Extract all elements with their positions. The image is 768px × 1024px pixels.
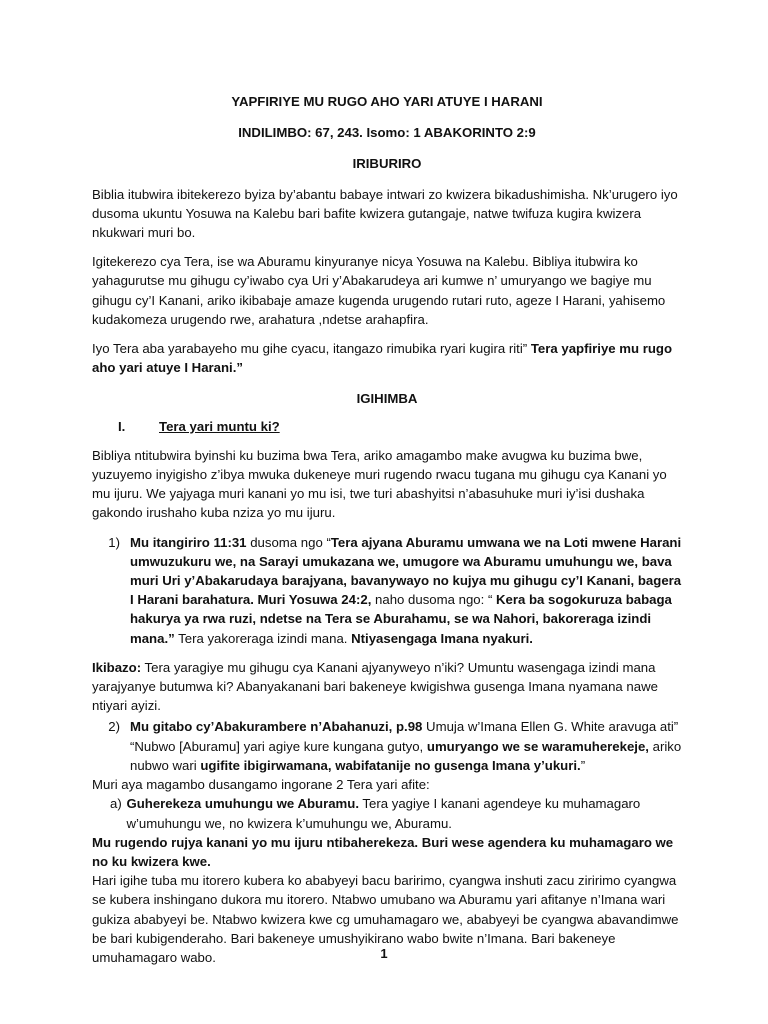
last-paragraph: Hari igihe tuba mu itorero kubera ko ababyeyi bacu baririmo, cyangwa inshuti zacu ziririmo cyangwa se kubera inshingano dukora mu itorero. Ntabwo umubano wa Aburamu yari afitanye n’Imana wari gukiza ababyeyi be. Ntabwo kwizera kwe cg umuhamagaro we, ababyeyi be cyangwa abavandimwe be bari kubigenderaho. Bari bakeneye umushyikirano wabo bwite n’Imana. Bari bakeneye umuhamagaro wabo. [92, 873, 679, 965]
sub-item-a-letter: a) [110, 796, 122, 812]
item1-quote: Tera ajyana Aburamu umwana we na Loti mwene Harani umwuzukuru we, na Sarayi umukazana we, umugore wa Aburamu umuhungu we, bava muri Uri y’Abakarudaya barajyana, bavanywayo no kujya mu gihugu cy’I Kanani, bagera I Harani barahatura. Muri Yosuwa 24:2, [130, 534, 682, 608]
section-heading-intro: IRIBURIRO [352, 156, 422, 172]
list-item-1 [92, 533, 682, 648]
intro-paragraph-3 [92, 339, 682, 377]
sub-item-a-body: Tera yagiye I kanani agendeye ku muhamagaro w’umuhungu we, no kwizera k’umuhungu we, Aburamu. [126, 796, 641, 831]
question-label: Ikibazo: [92, 659, 142, 675]
item2-bold-2: ugifite ibigirwamana, wabifatanije no gusenga Imana y’ukuri. [200, 757, 581, 773]
document-subtitle: INDILIMBO: 67, 243. Isomo: 1 ABAKORINTO 2:9 [238, 125, 536, 141]
sub-item-a-text [126, 794, 682, 832]
point-heading [118, 417, 682, 436]
intro-paragraph-2: Igitekerezo cya Tera, ise wa Aburamu kinyuranye nicya Yosuwa na Kalebu. Bibliya itubwira ko yahagurutse mu gihugu cy’iwabo cya Uri y’Abakarudeya ari kumwe n’ umuryango we bagiye mu gihugu cy’I Kanani, ariko ikibabaje amaze kugenda urugendo rutari ruto, ageze I Harani, yahisemo kudakomeza urugendo rwe, arahatura ,ndetse arahapfira. [92, 254, 666, 327]
point-number: I. [118, 418, 126, 434]
page-number: 1 [380, 946, 388, 961]
item1-intro: dusoma ngo “ [246, 534, 331, 550]
bold-paragraph: Mu rugendo rujya kanani yo mu ijuru ntibaherekeza. Buri wese agendera ku muhamagaro we no ku kwizera kwe. [92, 834, 674, 869]
list-item-2-number: 2) [108, 719, 120, 735]
item1-ref: Mu itangiriro 11:31 [130, 534, 247, 550]
item2-bold-1: umuryango we se waramuherekeje, [426, 738, 649, 754]
item1-mid: naho dusoma ngo: “ [371, 592, 497, 608]
item1-conclusion: Ntiyasengaga Imana nyakuri. [351, 630, 533, 646]
list-item-2-text [130, 717, 682, 775]
list-item-1-text [130, 533, 682, 648]
sub-item-a-bold: Guherekeza umuhungu we Aburamu. [126, 796, 359, 812]
intro-paragraph-3-bold: Tera yapfiriye mu rugo aho yari atuye I Harani.” [92, 341, 673, 376]
list-item-2 [92, 717, 682, 775]
intro-paragraph-3-text: Iyo Tera aba yarabayeho mu gihe cyacu, itangazo rimubika ryari kugira riti” [92, 341, 531, 357]
item2-ref: Mu gitabo cy’Abakurambere n’Abahanuzi, p.98 [130, 719, 423, 735]
item1-note: Tera yakoreraga izindi mana. [174, 630, 352, 646]
body-paragraph-1: Bibliya ntitubwira byinshi ku buzima bwa Tera, ariko amagambo make avugwa ku buzima bwe, yuzuyemo inyigisho z’ibya mwuka dukeneye muri rugendo rwacu tugana mu gihugu cya Kanani yo mu ijuru. We yajyaga muri kanani yo mu isi, twe turi abashyitsi n’abasuhuke muri iy’isi dushaka gakondo irushaho kuba nziza yo mu ijuru. [92, 447, 667, 521]
question-text: Tera yaragiye mu gihugu cya Kanani ajyanyweyo n’iki? Umuntu wasengaga izindi mana yarajyanye butumwa ki? Abanyakanani bari bakeneye kwigishwa gusenga Imana nyamana nawe ntiyari ayizi. [92, 659, 658, 714]
list-item-1-number: 1) [108, 534, 120, 550]
intro-paragraph-1: Biblia itubwira ibitekerezo byiza by’abantu babaye intwari zo kwizera bikadushimisha. Nk’urugero iyo dusoma ukuntu Yosuwa na Kalebu bari bafite kwizera gutangaje, natwe twifuza kugira kwizera nkukwari muri bo. [92, 186, 678, 241]
item2-quote-start: Umuja w’Imana Ellen G. White aravuga ati” “Nubwo [Aburamu] yari agiye kure kungana gutyo, [130, 719, 679, 754]
item2-end: ” [580, 757, 586, 773]
question-paragraph [92, 658, 682, 716]
problems-intro: Muri aya magambo dusangamo ingorane 2 Tera yari afite: [92, 777, 430, 793]
document-title: YAPFIRIYE MU RUGO AHO YARI ATUYE I HARANI [231, 94, 543, 109]
item2-mid: ariko nubwo wari [130, 738, 682, 773]
section-heading-body: IGIHIMBA [356, 391, 418, 407]
point-label: Tera yari muntu ki? [159, 418, 280, 434]
item1-quote-2: Kera ba sogokuruza babaga hakurya ya rwa ruzi, ndetse na Tera se Aburahamu, se wa Nahori, bakoreraga izindi mana.” [130, 592, 672, 646]
document-body [92, 92, 682, 967]
sub-item-a [110, 794, 682, 832]
